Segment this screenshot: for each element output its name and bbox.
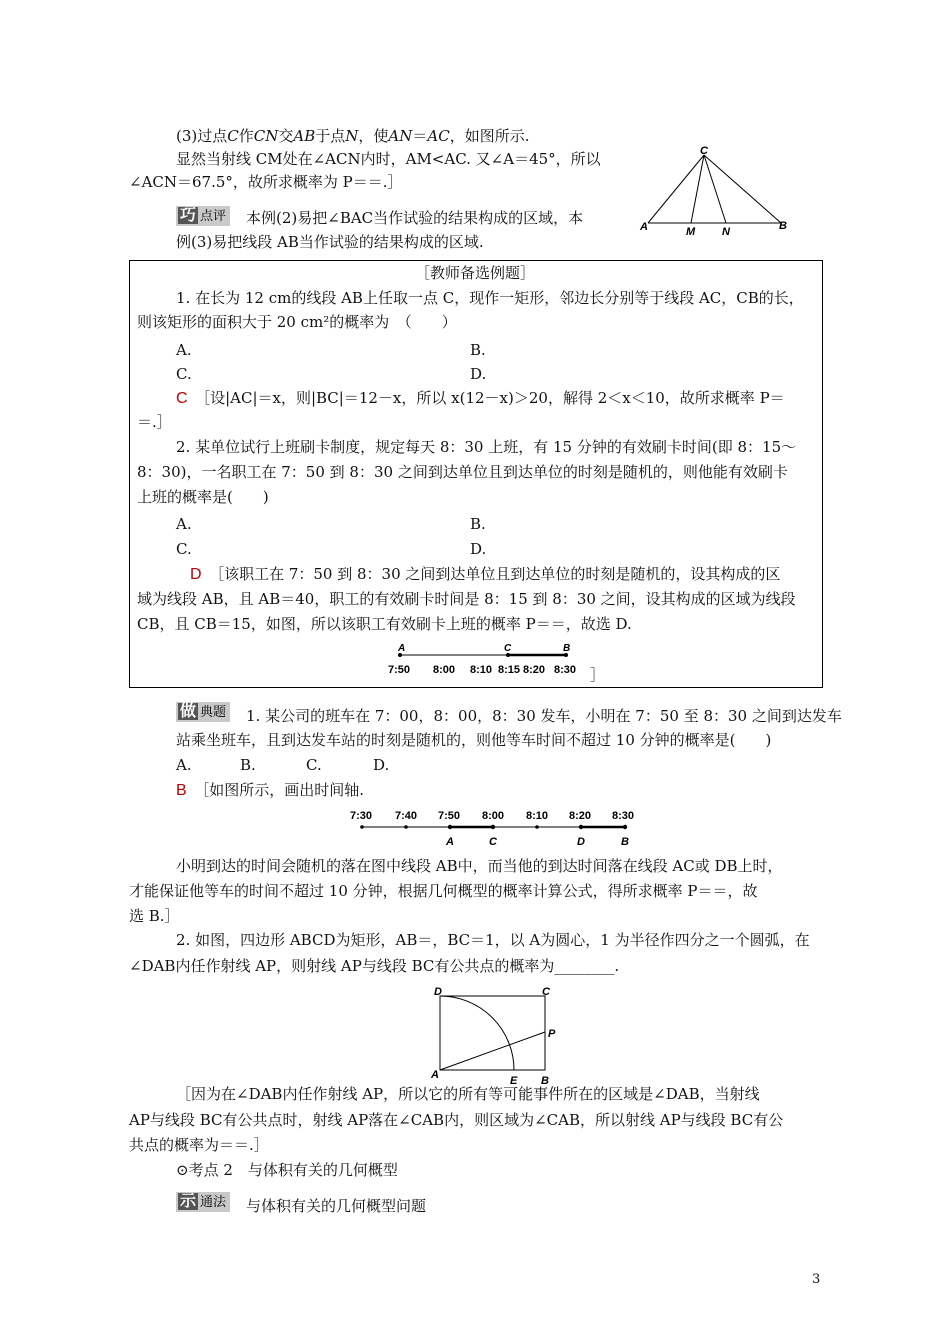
axis-point-B: B: [563, 643, 571, 654]
part3-line3: ∠ACN＝67.5°，故所求概率为 P＝＝.］: [129, 173, 403, 191]
timeline-tick-730: 7:30: [350, 810, 373, 822]
section-heading: ⊙考点 2 与体积有关的几何概型: [176, 1161, 398, 1179]
label-C: C: [700, 145, 708, 157]
practice-q2-line2: ∠DAB内任作射线 AP，则射线 AP与线段 BC有公共点的概率为________.: [129, 957, 620, 975]
practice-q1-solution-line1: B ［如图所示，画出时间轴.: [176, 781, 364, 799]
q1-option-b: B.: [470, 341, 486, 359]
rect-label-P: P: [548, 1028, 556, 1040]
card-time-axis: [388, 640, 588, 680]
q1-option-c: C.: [176, 365, 192, 383]
comment-tag: 巧 点评: [176, 206, 230, 226]
label-A: A: [640, 221, 648, 233]
practice-q2-solution-line2: AP与线段 BC有公共点时，射线 AP落在∠CAB内，则区域为∠CAB，所以射线 AP与线段 BC有公: [129, 1111, 784, 1129]
rect-label-C: C: [542, 986, 550, 998]
q1-solution-line1: C ［设|AC|＝x，则|BC|＝12－x，所以 x(12－x)＞20，解得 2＜x＜10，故所求概率 P＝: [176, 389, 785, 407]
axis-tick-830: 8:30: [554, 664, 577, 676]
q1-option-a: A.: [176, 341, 192, 359]
timeline-point-C: C: [489, 836, 497, 848]
q2-option-a: A.: [176, 515, 192, 533]
timeline-tick-750: 7:50: [438, 810, 461, 822]
practice-q1-solution-line4: 选 B.］: [129, 907, 180, 925]
axis-tick-815: 8:15: [498, 664, 521, 676]
q2-option-b: B.: [470, 515, 486, 533]
comment-line1: 本例(2)易把∠BAC当作试验的结果构成的区域，本: [246, 209, 584, 227]
triangle-figure: [636, 143, 796, 238]
practice-q1-answer: B: [176, 782, 187, 799]
q2-line2: 8：30)，一名职工在 7：50 到 8：30 之间到达单位且到达单位的时刻是随机的，则他能有效刷卡: [137, 463, 788, 481]
practice-q1-line1: 1. 某公司的班车在 7：00，8：00，8：30 发车，小明在 7：50 至 8：30 之间到达发车: [246, 707, 842, 725]
comment-line2: 例(3)易把线段 AB当作试验的结果构成的区域.: [176, 233, 484, 251]
axis-tick-810: 8:10: [470, 664, 493, 676]
label-B: B: [779, 220, 787, 232]
axis-tick-750: 7:50: [388, 664, 411, 676]
practice-q2-solution-line1: ［因为在∠DAB内任作射线 AP，所以它的所有等可能事件所在的区域是∠DAB，当射线: [176, 1085, 760, 1103]
q2-option-c: C.: [176, 540, 192, 558]
practice-q1-opt-a: A.: [176, 756, 192, 774]
q2-line3: 上班的概率是( ): [137, 488, 269, 506]
label-M: M: [686, 226, 696, 238]
timeline-tick-740: 7:40: [395, 810, 418, 822]
timeline-tick-820: 8:20: [569, 810, 592, 822]
rect-label-A: A: [431, 1069, 439, 1081]
q1-solution-line2: ＝.］: [137, 413, 172, 431]
timeline-point-B: B: [621, 836, 629, 848]
axis-tick-820: 8:20: [523, 664, 546, 676]
practice-q1-opt-b: B.: [240, 756, 256, 774]
timeline-tick-810: 8:10: [526, 810, 549, 822]
teacher-box-title: ［教师备选例题］: [414, 264, 535, 282]
timeline-point-A: A: [446, 836, 454, 848]
timeline-tick-800: 8:00: [482, 810, 505, 822]
practice-q2-line1: 2. 如图，四边形 ABCD为矩形，AB＝，BC＝1，以 A为圆心，1 为半径作四分之一个圆弧，在: [176, 931, 810, 949]
practice-q1-opt-d: D.: [373, 756, 390, 774]
method-tag: 示 通法: [176, 1192, 230, 1212]
practice-q1-line2: 站乘坐班车，且到达发车站的时刻是随机的，则他等车时间不超过 10 分钟的概率是( ): [176, 731, 772, 749]
page-number: 3: [812, 1272, 821, 1287]
q2-solution-line2: 域为线段 AB，且 AB＝40，职工的有效刷卡时间是 8：15 到 8：30 之间，设其构成的区域为线段: [137, 590, 796, 608]
q2-solution-line1: D ［该职工在 7：50 到 8：30 之间到达单位且到达单位的时刻是随机的，设其构成的区: [190, 565, 781, 583]
axis-tick-800: 8:00: [433, 664, 456, 676]
practice-q1-opt-c: C.: [306, 756, 322, 774]
q1-line1: 1. 在长为 12 cm的线段 AB上任取一点 C，现作一矩形，邻边长分别等于线段 AC，CB的长，: [176, 289, 804, 307]
bus-timeline: [350, 806, 640, 852]
practice-q2-solution-line3: 共点的概率为＝＝.］: [129, 1136, 269, 1154]
rect-label-D: D: [434, 986, 442, 998]
practice-q1-solution-line2: 小明到达的时间会随机的落在图中线段 AB中，而当他的到达时间落在线段 AC或 DB上时，: [176, 857, 783, 875]
q2-answer: D: [190, 566, 202, 583]
label-N: N: [722, 226, 730, 238]
q2-option-d: D.: [470, 540, 487, 558]
axis-point-C: C: [504, 643, 512, 654]
q2-solution-line3: CB，且 CB＝15，如图，所以该职工有效刷卡上班的概率 P＝＝，故选 D.: [137, 615, 632, 633]
box-close-bracket: ］: [590, 666, 606, 684]
q2-line1: 2. 某单位试行上班刷卡制度，规定每天 8：30 上班，有 15 分钟的有效刷卡时间(即 8：15～: [176, 438, 797, 456]
practice-q1-solution-line3: 才能保证他等车的时间不超过 10 分钟，根据几何概型的概率计算公式，得所求概率 P＝＝，故: [129, 882, 758, 900]
q1-option-d: D.: [470, 365, 487, 383]
part3-line2: 显然当射线 CM处在∠ACN内时，AM<AC. 又∠A＝45°，所以: [176, 150, 601, 168]
method-text: 与体积有关的几何概型问题: [246, 1197, 427, 1215]
part3-line1: (3)过点C作CN交AB于点N，使AN＝AC，如图所示.: [176, 127, 530, 145]
timeline-point-D: D: [577, 836, 585, 848]
axis-point-A: A: [398, 643, 406, 654]
rect-label-B: B: [541, 1075, 549, 1087]
practice-tag: 做 典题: [176, 702, 230, 722]
rectangle-figure: [428, 982, 568, 1090]
q1-answer: C: [176, 390, 188, 407]
timeline-tick-830: 8:30: [612, 810, 635, 822]
rect-label-E: E: [510, 1075, 518, 1087]
q1-line2: 则该矩形的面积大于 20 cm²的概率为 （ ）: [137, 313, 457, 331]
